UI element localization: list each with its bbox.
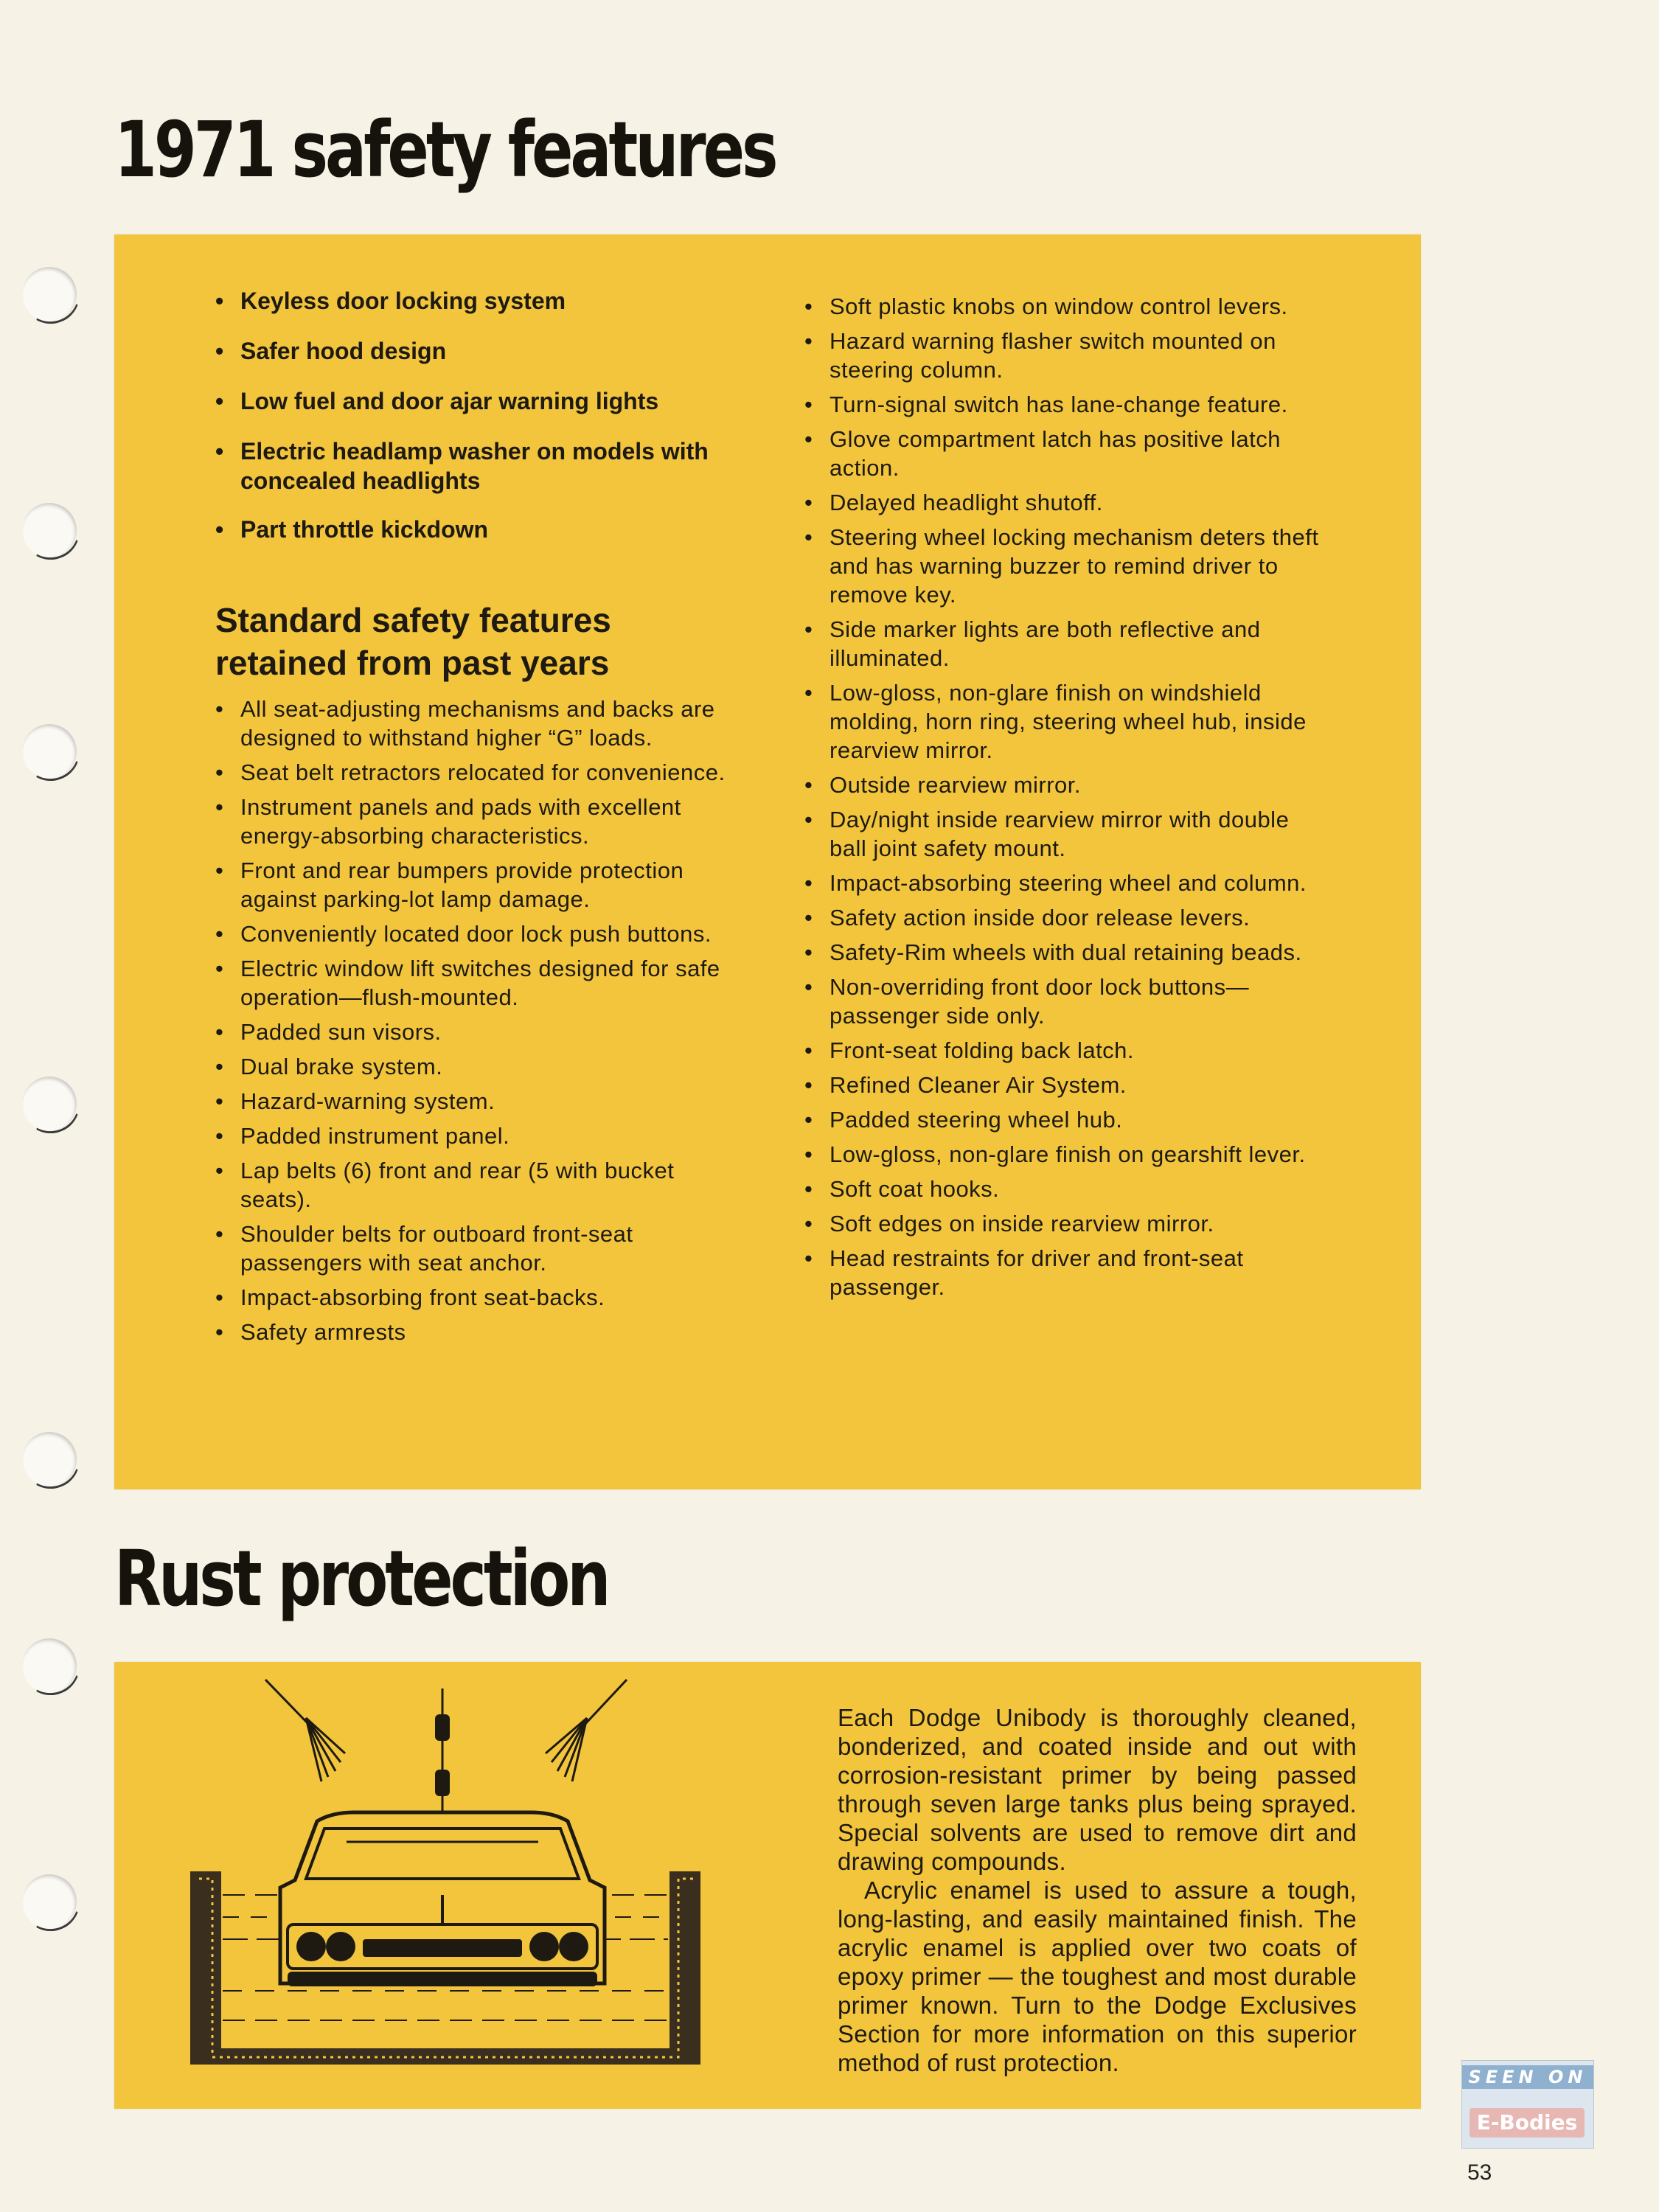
right-feature-item: • Soft plastic knobs on window control levers. bbox=[804, 292, 1321, 321]
standard-feature-item: • Impact-absorbing front seat-backs. bbox=[215, 1283, 746, 1312]
standard-feature-item: • Front and rear bumpers provide protection against parking-lot lamp damage. bbox=[215, 856, 746, 914]
binder-hole bbox=[22, 1638, 77, 1693]
right-feature-item: • Low-gloss, non-glare finish on windshield molding, horn ring, steering wheel hub, inside rearview mirror. bbox=[804, 678, 1321, 765]
binder-hole bbox=[22, 1432, 77, 1486]
standard-feature-item: • Conveniently located door lock push buttons. bbox=[215, 919, 746, 948]
standard-heading bbox=[215, 599, 746, 684]
standard-feature-item: • Padded sun visors. bbox=[215, 1018, 746, 1046]
key-feature-item: • Low fuel and door ajar warning lights bbox=[215, 386, 746, 416]
standard-feature-item: • Padded instrument panel. bbox=[215, 1121, 746, 1150]
right-feature-item: • Low-gloss, non-glare finish on gearshift lever. bbox=[804, 1140, 1321, 1169]
right-features-list bbox=[804, 292, 1321, 1301]
safety-title: 1971 safety features bbox=[114, 105, 776, 195]
right-feature-item: • Day/night inside rearview mirror with double ball joint safety mount. bbox=[804, 805, 1321, 863]
binder-hole bbox=[22, 503, 77, 557]
badge-top-text: SEEN ON bbox=[1462, 2065, 1593, 2089]
right-column bbox=[804, 292, 1321, 1307]
rust-title: Rust protection bbox=[114, 1534, 608, 1624]
right-feature-item: • Impact-absorbing steering wheel and column. bbox=[804, 869, 1321, 897]
right-feature-item: • Hazard warning flasher switch mounted on steering column. bbox=[804, 327, 1321, 384]
rust-description bbox=[838, 1703, 1357, 2077]
standard-feature-item: • Instrument panels and pads with excellent energy-absorbing characteristics. bbox=[215, 793, 746, 850]
right-feature-item: • Steering wheel locking mechanism deters theft and has warning buzzer to remind driver to remove key. bbox=[804, 523, 1321, 609]
right-feature-item: • Outside rearview mirror. bbox=[804, 771, 1321, 799]
rust-paragraph: Each Dodge Unibody is thoroughly cleaned, bonderized, and coated inside and out with corrosion-resistant primer by being passed through seven large tanks plus being sprayed. Special solvents are used to remove dirt and drawing compounds. bbox=[838, 1704, 1357, 1875]
right-feature-item: • Soft edges on inside rearview mirror. bbox=[804, 1209, 1321, 1238]
key-feature-item: • Keyless door locking system bbox=[215, 286, 746, 316]
binder-hole bbox=[22, 1874, 77, 1929]
key-feature-item: • Electric headlamp washer on models with concealed headlights bbox=[215, 437, 746, 495]
standard-feature-item: • Dual brake system. bbox=[215, 1052, 746, 1081]
right-feature-item: • Head restraints for driver and front-seat passenger. bbox=[804, 1244, 1321, 1301]
page-number: 53 bbox=[1467, 2160, 1492, 2185]
rust-paragraph: Acrylic enamel is used to assure a tough, long-lasting, and easily maintained finish. The acrylic enamel is applied over two coats of epoxy primer — the toughest and most durable primer known. Turn to the Dodge Exclusives Section for more information on this superior method of rust protection. bbox=[838, 1877, 1357, 2076]
left-column bbox=[215, 286, 746, 1352]
right-feature-item: • Soft coat hooks. bbox=[804, 1175, 1321, 1203]
standard-heading-line: Standard safety features bbox=[215, 601, 611, 639]
right-feature-item: • Turn-signal switch has lane-change feature. bbox=[804, 390, 1321, 419]
watermark-badge bbox=[1461, 2060, 1594, 2149]
right-feature-item: • Side marker lights are both reflective and illuminated. bbox=[804, 615, 1321, 672]
binder-hole bbox=[22, 724, 77, 779]
standard-feature-item: • All seat-adjusting mechanisms and backs are designed to withstand higher “G” loads. bbox=[215, 695, 746, 752]
right-feature-item: • Padded steering wheel hub. bbox=[804, 1105, 1321, 1134]
standard-features-list bbox=[215, 695, 746, 1346]
safety-panel bbox=[114, 234, 1421, 1489]
binder-hole bbox=[22, 1077, 77, 1131]
right-feature-item: • Safety-Rim wheels with dual retaining beads. bbox=[804, 938, 1321, 967]
key-feature-item: • Part throttle kickdown bbox=[215, 515, 746, 544]
badge-bottom-text: E-Bodies bbox=[1470, 2108, 1585, 2138]
right-feature-item: • Safety action inside door release levers. bbox=[804, 903, 1321, 932]
key-features-list bbox=[215, 286, 746, 544]
standard-feature-item: • Shoulder belts for outboard front-seat passengers with seat anchor. bbox=[215, 1220, 746, 1277]
car-in-dip-tank-illustration bbox=[177, 1674, 723, 2072]
binder-hole bbox=[22, 267, 77, 321]
right-feature-item: • Glove compartment latch has positive latch action. bbox=[804, 425, 1321, 482]
right-feature-item: • Refined Cleaner Air System. bbox=[804, 1071, 1321, 1099]
standard-feature-item: • Safety armrests bbox=[215, 1318, 746, 1346]
right-feature-item: • Non-overriding front door lock buttons—passenger side only. bbox=[804, 973, 1321, 1030]
standard-feature-item: • Lap belts (6) front and rear (5 with bucket seats). bbox=[215, 1156, 746, 1214]
standard-feature-item: • Hazard-warning system. bbox=[215, 1087, 746, 1116]
right-feature-item: • Front-seat folding back latch. bbox=[804, 1036, 1321, 1065]
standard-feature-item: • Electric window lift switches designed for safe operation—flush-mounted. bbox=[215, 954, 746, 1012]
right-feature-item: • Delayed headlight shutoff. bbox=[804, 488, 1321, 517]
key-feature-item: • Safer hood design bbox=[215, 336, 746, 366]
standard-heading-line: retained from past years bbox=[215, 644, 610, 682]
standard-feature-item: • Seat belt retractors relocated for convenience. bbox=[215, 758, 746, 787]
